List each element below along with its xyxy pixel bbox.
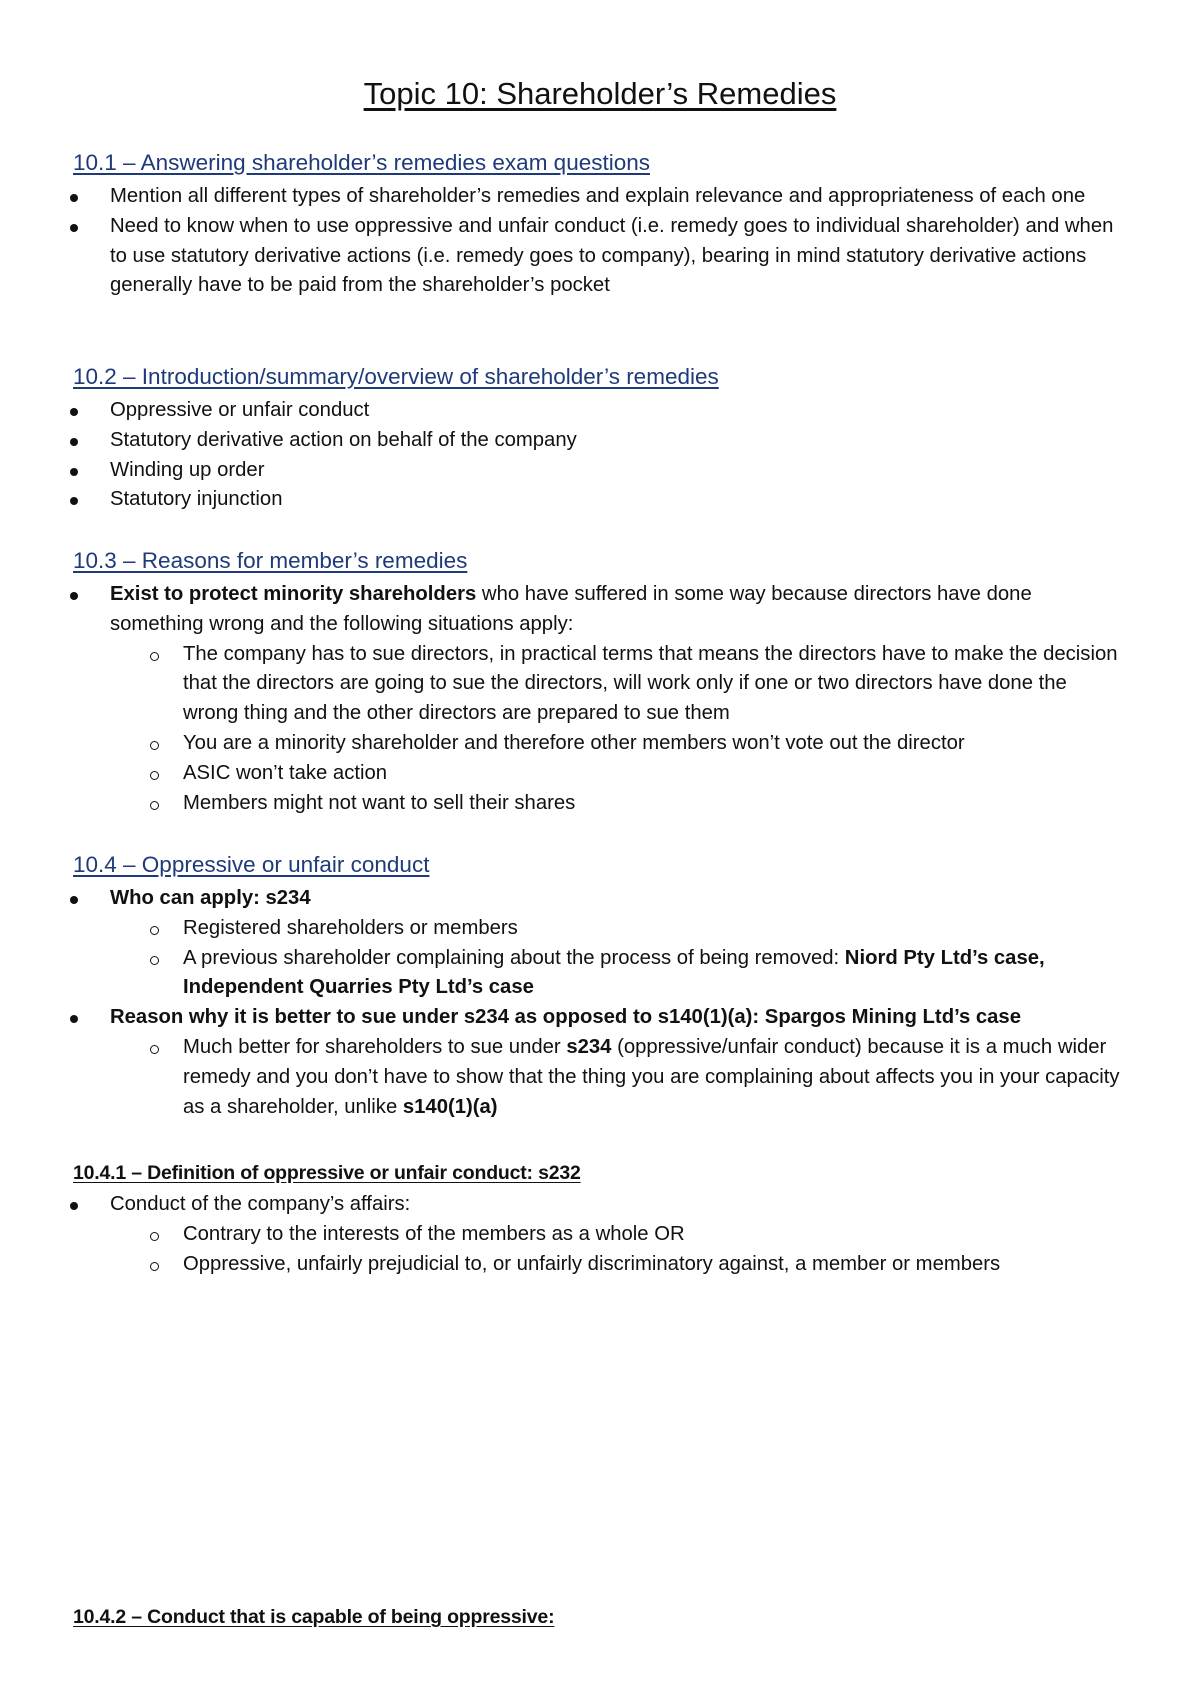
subsection-heading-10-4-1: 10.4.1 – Definition of oppressive or unfair conduct: s232 <box>73 1162 581 1184</box>
sub-list-item-text: Oppressive, unfairly prejudicial to, or unfairly discriminatory against, a member or members <box>183 1252 1001 1275</box>
sub-list-item-text: A previous shareholder complaining about the process of being removed: <box>183 946 845 969</box>
circle-bullet-icon <box>150 801 159 810</box>
sub-list-item-text: Members might not want to sell their shares <box>183 791 576 814</box>
sub-list-item <box>0 729 1123 759</box>
sub-list-item <box>0 759 1123 789</box>
circle-bullet-icon <box>150 956 159 965</box>
circle-bullet-icon <box>150 771 159 780</box>
circle-bullet-icon <box>150 1045 159 1054</box>
sub-list-item <box>0 914 1123 944</box>
section-10-3-list <box>0 580 1200 818</box>
bullet-icon <box>70 896 78 904</box>
list-item <box>0 884 1120 1003</box>
list-item-text: Need to know when to use oppressive and unfair conduct (i.e. remedy goes to individual shareholder) and when to use statutory derivative actions (i.e. remedy goes to company), bearing in mind statutory derivative actions generally have to be paid from the shareholder’s pocket <box>110 214 1114 297</box>
circle-bullet-icon <box>150 1232 159 1241</box>
list-item-text: Mention all different types of shareholder’s remedies and explain relevance and appropriateness of each one <box>110 185 1086 207</box>
sub-list-item-text: Registered shareholders or members <box>183 916 518 939</box>
sub-list-item-text: ASIC won’t take action <box>183 761 388 784</box>
list-item <box>0 1003 1120 1122</box>
bullet-icon <box>70 1015 78 1023</box>
list-item-bold-text: Exist to protect minority shareholders <box>110 583 477 605</box>
case-citation: Niord Pty Ltd’s case, Independent Quarries Pty Ltd’s case <box>183 946 1045 999</box>
section-heading-10-1: 10.1 – Answering shareholder’s remedies exam questions <box>73 150 651 175</box>
list-item <box>0 396 1120 426</box>
sub-list <box>110 914 1120 1003</box>
section-10-1-list <box>0 182 1200 301</box>
circle-bullet-icon <box>150 1262 159 1271</box>
list-item <box>0 212 1120 301</box>
sub-list-item <box>0 1220 1123 1250</box>
sub-list-item-text: Contrary to the interests of the members as a whole OR <box>183 1222 685 1245</box>
sub-list-item <box>0 640 1123 729</box>
section-heading-10-2: 10.2 – Introduction/summary/overview of shareholder’s remedies <box>73 364 719 389</box>
sub-list-item <box>0 944 1123 1004</box>
bullet-icon <box>70 468 78 476</box>
list-item <box>0 426 1120 456</box>
list-item <box>0 456 1120 486</box>
circle-bullet-icon <box>150 926 159 935</box>
subsection-heading-10-4-2: 10.4.2 – Conduct that is capable of being oppressive: <box>73 1606 555 1628</box>
list-item-bold-text: Reason why it is better to sue under s234 as opposed to s140(1)(a): Spargos Mining Ltd’s case <box>110 1006 1021 1029</box>
bullet-icon <box>70 224 78 232</box>
list-item-text: who have suffered in some way because directors have done something wrong and the following situations apply: <box>110 583 1032 635</box>
list-item-text: Statutory derivative action on behalf of the company <box>110 428 577 451</box>
list-item <box>0 1190 1120 1279</box>
section-10-4-list <box>0 884 1200 1122</box>
list-item-text: Conduct of the company’s affairs: <box>110 1193 411 1215</box>
bullet-icon <box>70 408 78 416</box>
page-title: Topic 10: Shareholder’s Remedies <box>363 76 837 111</box>
sub-list-item-text: The company has to sue directors, in practical terms that means the directors have to make the decision that the directors are going to sue the directors, will work only if one or two directors have done the wrong thing and the other directors are prepared to sue them <box>183 642 1118 725</box>
list-item <box>0 485 1120 515</box>
section-heading-10-3: 10.3 – Reasons for member’s remedies <box>73 548 468 573</box>
bullet-icon <box>70 1202 78 1210</box>
list-item-text: Statutory injunction <box>110 488 283 511</box>
section-reference: s140(1)(a) <box>402 1095 498 1118</box>
list-item-bold-text: Who can apply: s234 <box>110 887 311 909</box>
list-item-text: Winding up order <box>110 458 265 481</box>
bullet-icon <box>70 592 78 600</box>
circle-bullet-icon <box>150 652 159 661</box>
sub-list <box>110 640 1120 819</box>
sub-list-item-text: You are a minority shareholder and therefore other members won’t vote out the director <box>183 731 965 754</box>
bullet-icon <box>70 497 78 505</box>
list-item <box>0 182 1120 212</box>
bullet-icon <box>70 438 78 446</box>
sub-list-item <box>0 789 1123 819</box>
list-item <box>0 580 1120 818</box>
bullet-icon <box>70 194 78 202</box>
sub-list <box>110 1033 1120 1122</box>
sub-list-item-text: (oppressive/unfair conduct) because it is a much wider remedy and you don’t have to show that the thing you are complaining about affects you in your capacity as a shareholder, unlike <box>183 1035 1120 1118</box>
sub-list-item-text: Much better for shareholders to sue under <box>183 1035 567 1058</box>
circle-bullet-icon <box>150 741 159 750</box>
sub-list <box>110 1220 1120 1280</box>
list-item-text: Oppressive or unfair conduct <box>110 399 370 421</box>
sub-list-item <box>0 1250 1123 1280</box>
section-10-2-list <box>0 396 1200 515</box>
sub-list-item <box>0 1033 1123 1122</box>
section-10-4-1-list <box>0 1190 1200 1279</box>
section-reference: s234 <box>566 1035 612 1058</box>
section-heading-10-4: 10.4 – Oppressive or unfair conduct <box>73 852 430 877</box>
